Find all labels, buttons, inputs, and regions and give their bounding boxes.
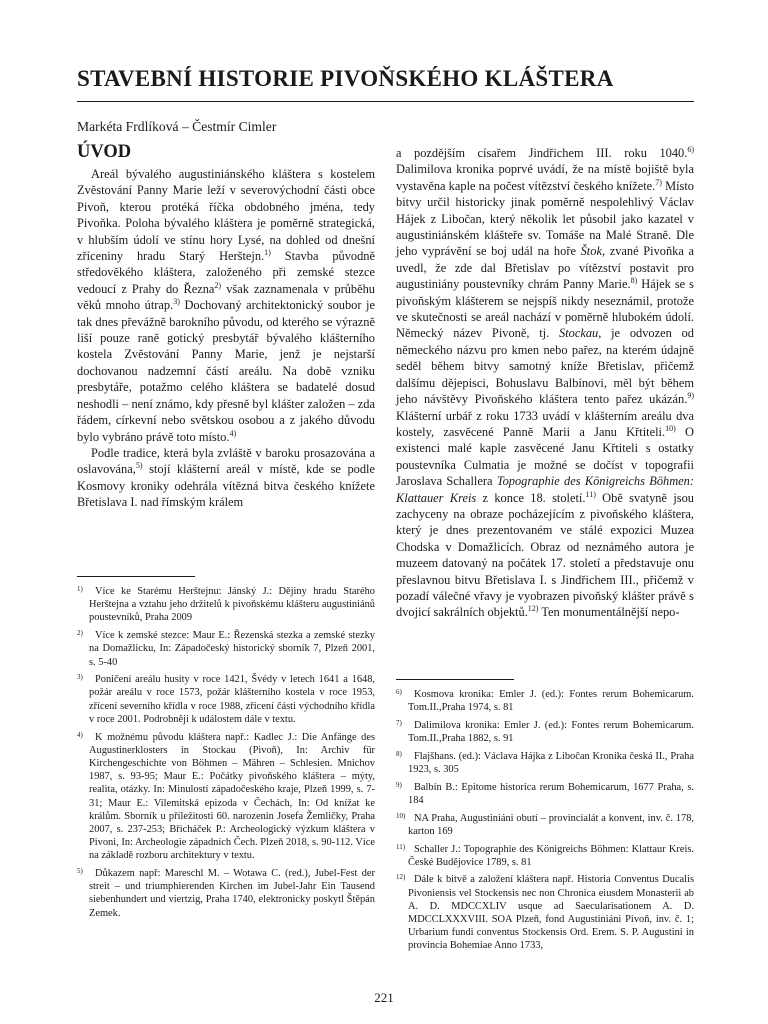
title-rule <box>77 101 694 102</box>
footnote: 11) Schaller J.: Topographie des Königreichs Böhmen: Klattaur Kreis. České Budějovice 1789, s. 81 <box>396 842 694 868</box>
footnote: 7) Dalimilova kronika: Emler J. (ed.): Fontes rerum Bohemicarum. Tom.II.,Praha 1882, s. 91 <box>396 718 694 745</box>
footnote-rule <box>77 576 195 577</box>
footnotes-left <box>77 583 375 922</box>
footnote: 5) Důkazem např: Mareschl M. – Wotawa C. (red.), Jubel-Fest der streit – und triumphierenden Kirchen im Jubel-Jahr Ein Tausend siebenhundert und viertzig, Praha 1740, elektronicky poskytl Štěpán Zemek. <box>77 867 375 919</box>
footnote-ref[interactable]: 12) <box>527 604 539 614</box>
footnote: 9) Balbín B.: Epitome historica rerum Bohemicarum, 1677 Praha, s. 184 <box>396 780 694 806</box>
footnote: 10) NA Praha, Augustiniáni obutí – provincialát a konvent, inv. č. 178, karton 169 <box>396 811 694 837</box>
footnote-ref[interactable]: 9) <box>687 391 694 401</box>
footnote: 3) Poničení areálu husity v roce 1421, Švédy v letech 1641 a 1648, požár areálu v roce 1573, požár klášterního kostela v roce 1953, zřícení severního křídla v roce 1988, zřícení části východního křídla v roce 2001. Podrobněji k událostem dále v textu. <box>77 673 375 725</box>
left-column <box>77 166 375 511</box>
footnote-ref[interactable]: 11) <box>585 489 596 499</box>
paragraph: Podle tradice, která byla zvláště v baroku prosazována a oslavována,$^{5)}$ stojí klášterní areál v místě, kde se podle Kosmovy kroniky odehrála vítězná bitva českého knížete Břetislava I. nad římským králem <box>77 445 375 510</box>
footnote-ref[interactable]: 10) <box>665 423 676 433</box>
footnote-ref[interactable]: 2) <box>214 280 222 290</box>
authors: Markéta Frdlíková – Čestmír Cimler <box>77 119 277 134</box>
footnotes-right <box>396 686 694 955</box>
footnote-ref[interactable]: 8) <box>630 276 638 286</box>
section-heading: ÚVOD <box>77 142 132 162</box>
right-column <box>396 145 694 621</box>
paragraph: a pozdějším císařem Jindřichem III. roku 1040.$^{6)}$ Dalimilova kronika poprvé uvádí, že na místě bojiště byla vystavěna kaple na počest vítězství českého knížete.$^{7)}$ Místo bitvy určil historicky jinak poměrně nespolehlivý Václav Hájek z Libočan, který několik let působil jako kazatel v augustiniánském klášteře sv. Tomáše na Malé Straně. Dle jeho vyprávění se boj udál na hoře Štok, zvané Pivoňka a uvedl, že zde dal Břetislav po vítězství postavit pro augustiniány poustevníky chrám Panny Marie.$^{8)}$ Hájek se s pivoňským klášterem se nejspíš nikdy neseznámil, protože ve skutečnosti se areál nachází v poměrně hlubokém údolí. Německý název Pivoně, tj. Stockau, je odvozen od německého názvu pro kmen nebo pařez, na kterém údajně seděl během bitvy samotný kníže Břetislav, přičemž dalšímu dějepisci, Bohuslavu Balbínovi, měl být během jeho návštěvy Pivoňského kláštera tento pařez ukázán.$^{9)}$ Klášterní urbář z roku 1733 uvádí v klášterním areálu dva kostely, zasvěcené Panně Marii a Janu Křtiteli.$^{10)}$ O existenci malé kaple zasvěcené Janu Křtiteli s ostatky poustevníka Culmatia je možné se dočíst v topografii Jaroslava Schallera Topographie des Königreichs Böhmen: Klattauer Kreis z konce 18. století.$^{11)}$ Obě svatyně jsou zachyceny na obraze pocházejícím z pivoňského kláštera, který je dnes prezentovaném ve stálé expozici Muzea Chodska v Domažlicích. Obraz od neznámého autora je muzeem datovaný na počátek 17. století a představuje onu přeslavnou bitvu Břetislava I. s Jindřichem III., přičemž v pozadí válečné vřavy je vyobrazen pivoňský klášter právě s dvojicí sakrálních objektů.$^{12)}$ Ten monumentálnější nepo- <box>396 145 694 620</box>
footnote-ref[interactable]: 1) <box>264 248 271 258</box>
footnote: 8) Flajšhans. (ed.): Václava Hájka z Libočan Kronika česká II., Praha 1923, s. 305 <box>396 749 694 776</box>
footnote: 6) Kosmova kronika: Emler J. (ed.): Fontes rerum Bohemicarum. Tom.II.,Praha 1974, s. 81 <box>396 688 694 714</box>
footnote: 4) K možnému původu kláštera např.: Kadlec J.: Die Anfänge des Augustinerklosters in Stockau (Pivoň), In: Archiv für Kirchengeschichte von Böhmen – Mähren – Schlesien. Mnichov 1987, s. 93-95; Maur E.: Počátky pivoňského kláštera – mýty, realita, otázky. In: Minulostí západočeského kraje, Plzeň 1999, s. 7-31; Maur E.: Vilemitská epizoda v Čechách, In: Od knížat ke králům. Sborník u příležitosti 60. narozenin Josefa Žemličky, Praha 2007, s. 237-253; Břicháček P.: Archeologický výzkum kláštera v Pivoni, In: Archeologie západních Čech. Plzeň 2018, s. 90-112. Více na základě rozboru architektury v textu. <box>77 730 375 862</box>
footnote-rule <box>396 679 514 680</box>
footnote: 2) Více k zemské stezce: Maur E.: Řezenská stezka a zemské stezky na Domažlicku, In: Západočeský historický sborník 7, Plzeň 2001, s. 5-40 <box>77 629 375 668</box>
paragraph: Areál bývalého augustiniánského kláštera s kostelem Zvěstování Panny Marie leží v severovýchodní části obce Pivoň, kterou protéká říčka obdobného jména, tedy Pivoňka. Poloha bývalého kláštera je poměrně strategická, v hlubším údolí ve stínu hory Lysé, na dohled od dnešní zříceniny hradu Starý Herštejn.$^{1)}$ Stavba původně středověkého kláštera, založeného při zemské stezce vedoucí z Prahy do Řezna$^{2)}$ však zaznamenala v průběhu věků mnoho útrap.$^{3)}$ Dochovaný architektonický soubor je tak dnes převážně barokního původu, od kterého se výrazně liší pouze raně gotický presbytář bývalého klášterního kostela Zvěstování Panny Marie, jenž je nejstarší dochovanou nadzemní částí areálu. Na době vzniku presbytáře, potažmo celého kláštera se badatelé dosud neshodli – není známo, kdy přesně byl klášter založen – zda řádem, církevní nebo světskou osobou a z jakého důvodu bylo vybráno právě toto místo.$^{4)}$ <box>77 167 376 444</box>
footnote-ref[interactable]: 7) <box>655 177 662 187</box>
footnote: 12) Dále k bitvě a založení kláštera např. Historia Conventus Ducalis Pivoniensis vel Stockensis nec non Chronica eiusdem Monasterii ab A. D. MDCCXLIV usque ad Saecularisationem A. D. MDCCLXXXVIII. SOA Plzeň, fond Augustiniáni Pivoň, inv. č. 1; Urbarium fundi conventus Stockensis Ord. Erem. S. P. Augustini in provincia Bohemiae Anno 1733, <box>396 873 694 952</box>
footnote-ref[interactable]: 3) <box>173 297 180 307</box>
footnote-ref[interactable]: 4) <box>229 428 237 438</box>
page-number: 221 <box>374 990 394 1005</box>
footnote: 1) Více ke Starému Herštejnu: Jánský J.: Dějiny hradu Starého Herštejna a vztahu jeho držitelů k pivoňskému klášteru augustiniánů poustevníků, Praha 2009 <box>77 585 375 624</box>
page-title: STAVEBNÍ HISTORIE PIVOŇSKÉHO KLÁŠTERA <box>77 66 614 91</box>
footnote-ref[interactable]: 5) <box>135 461 143 471</box>
footnote-ref[interactable]: 6) <box>687 145 694 154</box>
